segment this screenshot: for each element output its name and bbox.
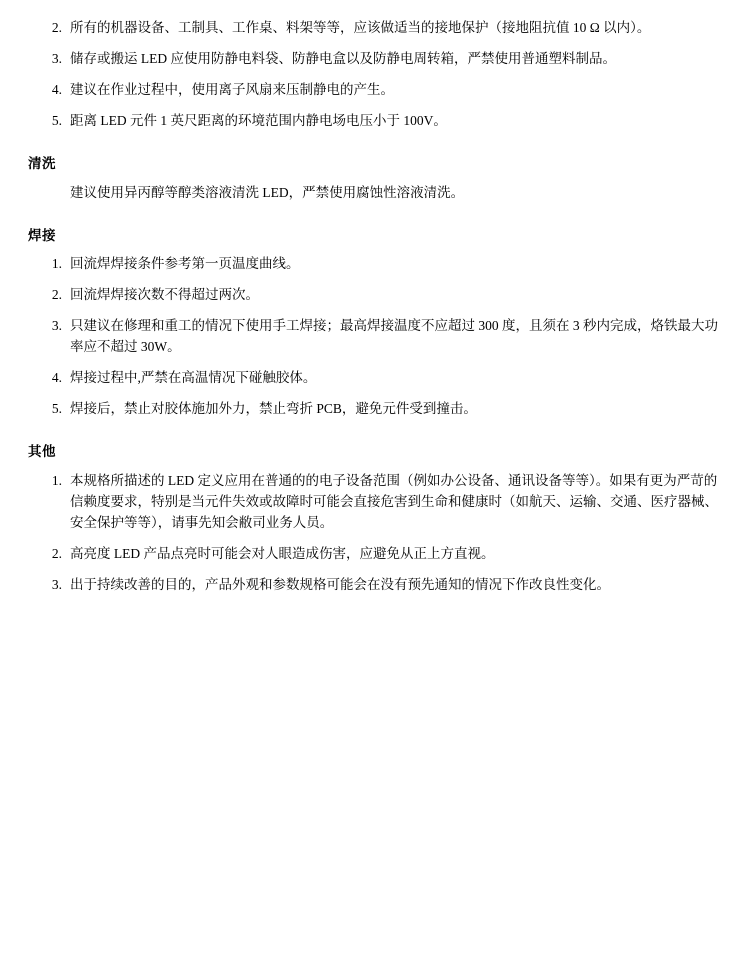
list-item	[28, 471, 724, 534]
list-item	[28, 544, 724, 565]
list-item-text: 出于持续改善的目的，产品外观和参数规格可能会在没有预先通知的情况下作改良性变化。	[70, 576, 610, 592]
list-item-text: 焊接后，禁止对胶体施加外力，禁止弯折 PCB，避免元件受到撞击。	[70, 401, 477, 417]
list-item	[28, 49, 724, 70]
list-item-text: 回流焊焊接条件参考第一页温度曲线。	[70, 256, 300, 272]
list-item-number: 4.	[51, 370, 62, 386]
list-item-number: 5.	[51, 112, 62, 128]
list-item-text: 高亮度 LED 产品点亮时可能会对人眼造成伤害，应避免从正上方直视。	[70, 545, 495, 561]
list-item-text: 储存或搬运 LED 应使用防静电料袋、防静电盒以及防静电周转箱，严禁使用普通塑料制品。	[70, 50, 616, 66]
esd-precautions-list	[28, 18, 724, 132]
list-item	[28, 254, 724, 275]
list-item-number: 1.	[51, 472, 62, 488]
cleaning-paragraph: 建议使用异丙醇等醇类溶液清洗 LED，严禁使用腐蚀性溶液清洗。	[70, 184, 465, 200]
soldering-list	[28, 254, 724, 420]
section-heading-soldering: 焊接	[28, 227, 56, 243]
others-list	[28, 471, 724, 596]
list-item	[28, 80, 724, 101]
list-item-number: 3.	[51, 576, 62, 592]
list-item-number: 2.	[51, 287, 62, 303]
list-item-number: 2.	[51, 545, 62, 561]
list-item-number: 2.	[51, 20, 62, 35]
list-item-text: 所有的机器设备、工制具、工作桌、料架等等，应该做适当的接地保护（接地阻抗值 10 Ω 以内）。	[70, 20, 651, 35]
list-item	[28, 399, 724, 420]
list-item-number: 5.	[51, 401, 62, 417]
section-heading-others: 其他	[28, 443, 56, 459]
list-item-number: 3.	[51, 318, 62, 334]
list-item	[28, 285, 724, 306]
list-item-text: 本规格所描述的 LED 定义应用在普通的的电子设备范围（例如办公设备、通讯设备等等）。如果有更为严苛的信赖度要求，特别是当元件失效或故障时可能会直接危害到生命和健康时（如航天、运输、交通、医疗器械、安全保护等等），请事先知会敝司业务人员。	[70, 472, 718, 530]
list-item-text: 只建议在修理和重工的情况下使用手工焊接；最高焊接温度不应超过 300 度，且须在 3 秒内完成，烙铁最大功率应不超过 30W。	[70, 318, 718, 355]
list-item-number: 4.	[51, 81, 62, 97]
list-item	[28, 575, 724, 596]
list-item	[28, 316, 724, 358]
section-heading-cleaning: 清洗	[28, 155, 56, 171]
list-item-text: 距离 LED 元件 1 英尺距离的环境范围内静电场电压小于 100V。	[70, 112, 447, 128]
list-item-number: 3.	[51, 50, 62, 66]
list-item-text: 回流焊焊接次数不得超过两次。	[70, 287, 259, 303]
list-item	[28, 368, 724, 389]
list-item	[28, 18, 724, 39]
list-item-text: 建议在作业过程中，使用离子风扇来压制静电的产生。	[70, 81, 394, 97]
list-item	[28, 111, 724, 132]
list-item-text: 焊接过程中,严禁在高温情况下碰触胶体。	[70, 370, 317, 386]
list-item-number: 1.	[51, 256, 62, 272]
